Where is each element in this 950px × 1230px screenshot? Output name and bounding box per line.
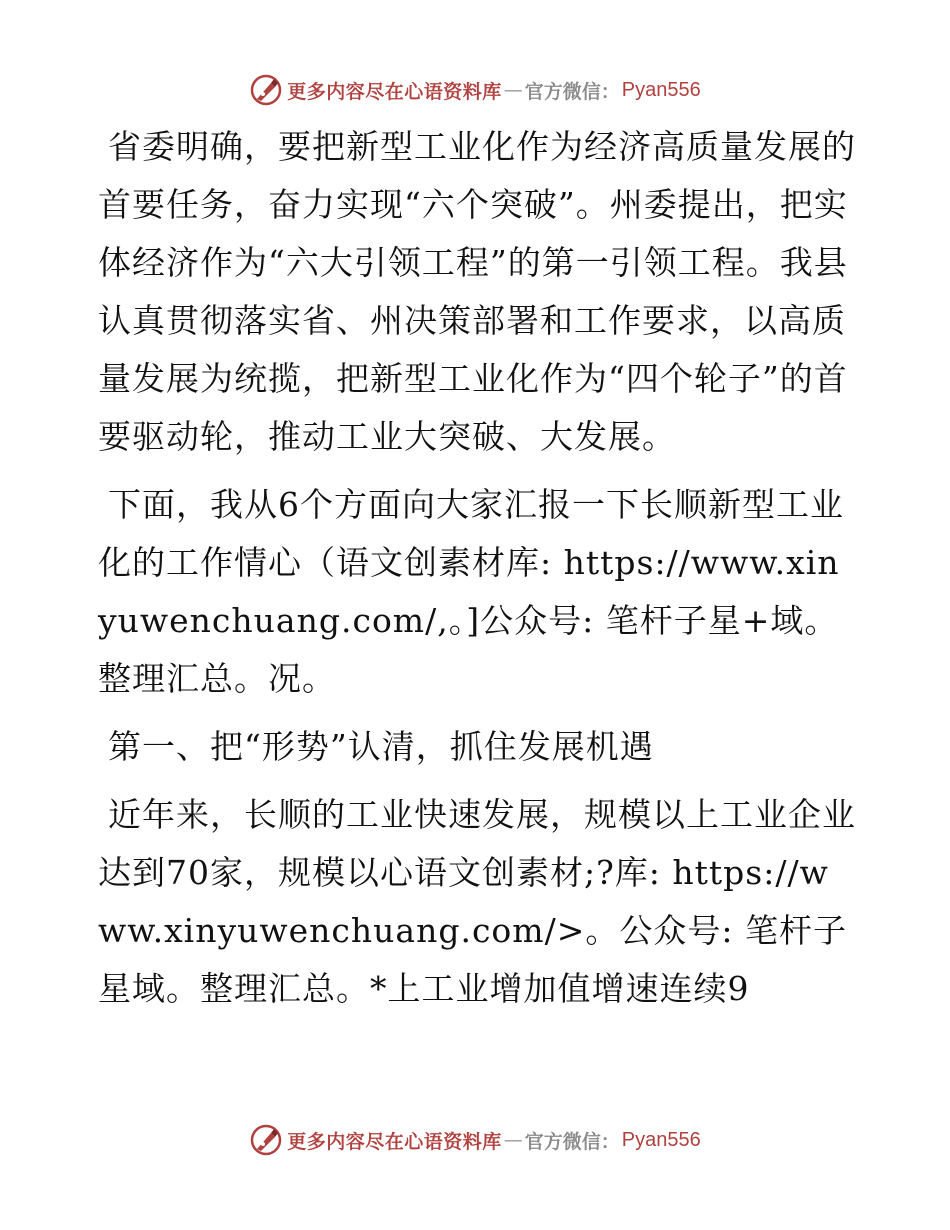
document-body	[98, 118, 858, 1028]
banner-wechat-label: 官方微信：	[524, 80, 620, 103]
header-banner	[0, 70, 950, 110]
banner-title: 更多内容尽在心语资料库	[287, 1130, 502, 1153]
banner-wechat-id: Pyan556	[621, 1128, 701, 1151]
paragraph-overview: 下面，我从6个方面向大家汇报一下长顺新型工业化的工作情心（语文创素材库: https://www.xinyuwenchuang.com/,。]公众号: 笔杆子星+域。整理汇总。况。	[98, 485, 844, 698]
section-heading: 第一、把“形势”认清，抓住发展机遇	[108, 727, 654, 766]
pen-nib-logo-icon	[249, 73, 283, 107]
paragraph-intro: 省委明确，要把新型工业化作为经济高质量发展的首要任务，奋力实现“六个突破”。州委提出，把实体经济作为“六大引领工程”的第一引领工程。我县认真贯彻落实省、州决策部署和工作要求，以高质量发展为统揽，把新型工业化作为“四个轮子”的首要驱动轮，推动工业大突破、大发展。	[98, 127, 856, 456]
paragraph-recent: 近年来，长顺的工业快速发展，规模以上工业企业达到70家，规模以心语文创素材;?库: https://www.xinyuwenchuang.com/>。公众号: 笔杆子星域。整理汇总。*上工业增加值增速连续9	[98, 795, 856, 1008]
footer-banner	[0, 1120, 950, 1160]
banner-separator: —	[503, 1129, 523, 1151]
banner-wechat-id: Pyan556	[621, 78, 701, 101]
banner-wechat-label: 官方微信：	[524, 1130, 620, 1153]
banner-title: 更多内容尽在心语资料库	[287, 80, 502, 103]
pen-nib-logo-icon	[249, 1123, 283, 1157]
banner-separator: —	[503, 79, 523, 101]
